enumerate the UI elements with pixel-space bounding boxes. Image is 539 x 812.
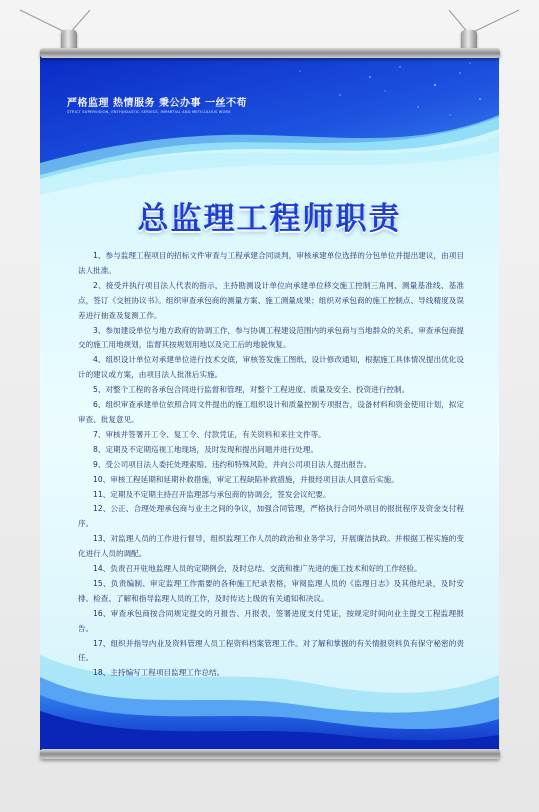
duty-item: 11、定期及不定期主持召开监理部与承包商的协调会，签发会议纪要。: [93, 489, 331, 499]
duty-item: 5、对整个工程的各承包合同进行监督和管理，对整个工程进度、质量及安全、投资进行控制。: [93, 385, 410, 395]
top-rod: [40, 48, 500, 58]
page-title: 总监理工程师职责: [137, 201, 402, 237]
duty-item: 9、受公司项目法人委托处理索赔、违约和特殊风险，并向公司项目法人提出报告。: [93, 459, 372, 469]
duty-item: 10、审核工程延期和延期补救措施，审定工程缺陷补救措施，并报经项目法人同意后实施。: [93, 474, 399, 484]
duty-item: 4、组织设计单位对承建单位进行技术交底，审核签发施工图纸、设计修改通知，根据施工具体情况提出优化设计的建议或方案，由项目法人批准后实施。: [78, 355, 464, 380]
slogan: 严格监理 热情服务 秉公办事 一丝不苟: [67, 98, 247, 109]
bottom-rod: [40, 749, 500, 759]
duty-item: 14、负责召开驻地监理人员的定期例会，及时总结、交流和推广先进的施工技术和好的工作经验。: [93, 564, 422, 574]
duties-list: [78, 249, 464, 681]
poster: [40, 55, 499, 750]
duty-item: 16、审查承包商按合同规定提交的月报告、月报表，签署进度支付凭证，按规定时间向业主提交工程监理报告。: [78, 608, 464, 633]
duty-item: 13、对监理人员的工作进行督导，组织监理工作人员的政治和业务学习，开展廉洁执政。并根据工程实施的变化进行人员的调配。: [78, 534, 464, 559]
duty-item: 6、组织审查承建单位依照合同文件提出的施工组织设计和质量控制专项报告，设备材料和资金使用计划，拟定审查、批复意见。: [78, 400, 464, 424]
duty-item: 2、接受并执行项目法人代表的指示，主持勘测设计单位向承建单位移交施工控制三角网、测量基准线、基准点，签订《交桩协议书》。组织审查承包商的测量方案、施工测量成果；组织对承包商的施工控制点、导线精度及误差进行抽查及复测工作。: [78, 280, 464, 320]
duty-item: 3、参加建设单位与地方政府的协调工作，参与协调工程建设范围内的承包商与当地群众的关系。审查承包商提交的施工用地规划，监督其按规划用地以及完工后的地貌恢复。: [78, 325, 464, 350]
duty-item: 7、审核并签署开工令、复工令、付款凭证，有关资料和来往文件等。: [93, 429, 326, 439]
duty-item: 12、公正、合理处理承包商与业主之间的争议，加强合同管理，严格执行合同外项目的报批程序及资金支付程序。: [78, 504, 464, 529]
duty-item: 18、主持编写工程项目监理工作总结。: [93, 668, 225, 678]
duty-item: 8、定期及不定期巡视工地现场，及时发现和提出问题并进行处理。: [93, 444, 319, 454]
duty-item: 1、参与监理工程项目的招标文件审查与工程承建合同谈判，审核承建单位选择的分包单位并提出建议，由项目法人批准。: [78, 251, 464, 275]
duty-item: 17、组织并指导内业及资料管理人员工程资料档案管理工作。对了解和掌握的有关情报资料负有保守秘密的责任。: [78, 638, 464, 663]
duty-item: 15、负责编制、审定监理工作需要的各种施工纪录表格，审阅监理人员的《监理日志》及其他纪录，及时安排、检查、了解和指导监理人员的工作，及时传达上级的有关通知和决议。: [78, 578, 464, 603]
slogan-english: STRICT SUPERVISION, ENTHUSIASTIC SERVICE, IMPARTIAL AND METICULOUS WORK: [67, 110, 231, 114]
